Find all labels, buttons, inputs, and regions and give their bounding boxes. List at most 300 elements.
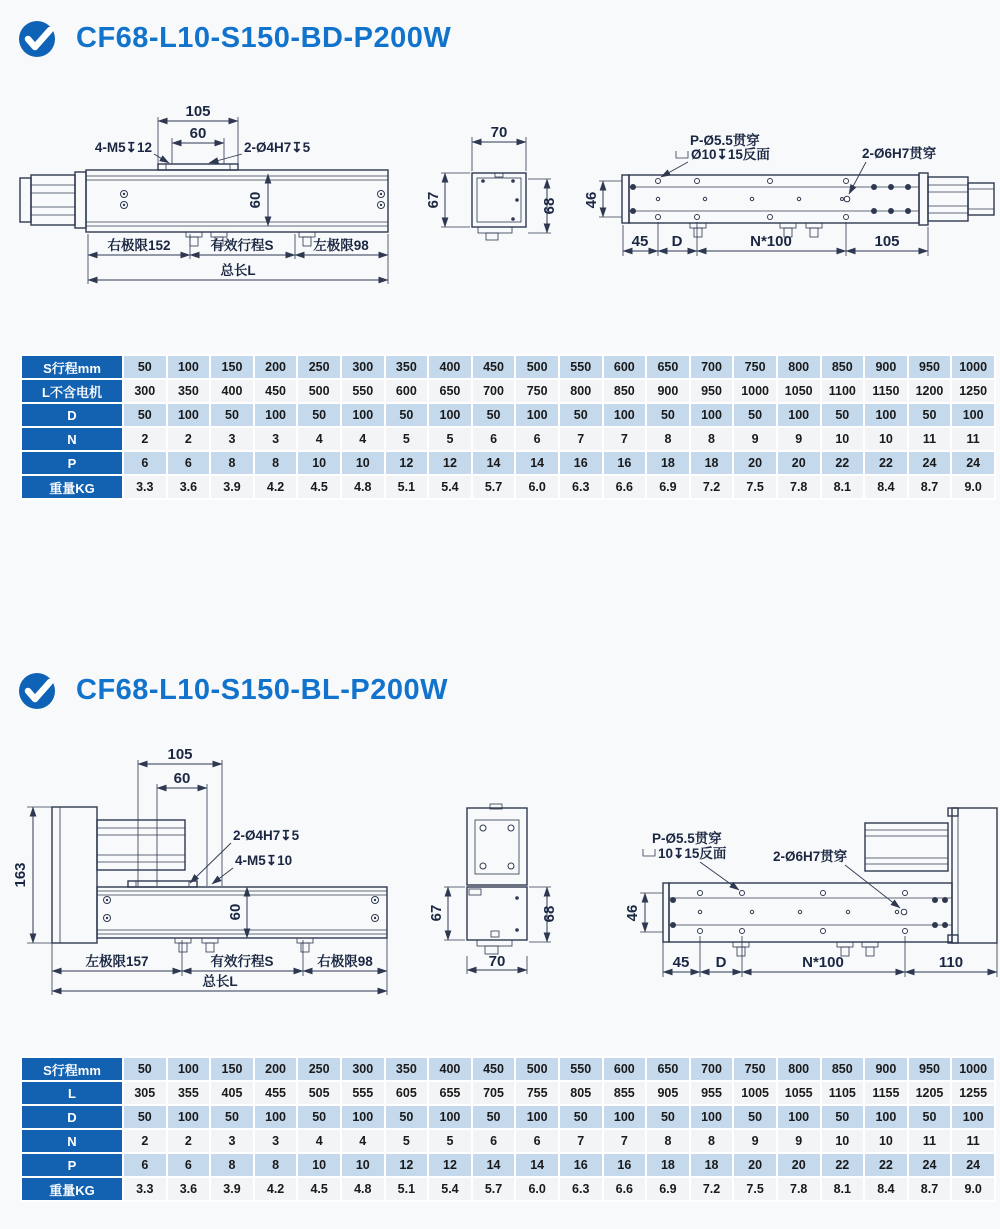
dim-70: 70 (488, 953, 506, 970)
side-view-drawing (20, 103, 388, 284)
row-label: P (22, 452, 122, 474)
table-cell: 5.4 (429, 1178, 471, 1200)
table-cell: 6.3 (560, 1178, 602, 1200)
table-cell: 755 (516, 1082, 558, 1104)
table-cell: 2 (124, 1130, 166, 1152)
table-cell: 3.6 (168, 1178, 210, 1200)
table-cell: 1200 (909, 380, 951, 402)
table-cell: 655 (429, 1082, 471, 1104)
table-cell: 7.5 (734, 1178, 776, 1200)
table-row (22, 428, 994, 450)
table-cell: 955 (691, 1082, 733, 1104)
table-cell: 250 (298, 1058, 340, 1080)
table-cell: 16 (604, 452, 646, 474)
table-cell: 3 (211, 428, 253, 450)
spec-table-1 (20, 354, 996, 500)
table-cell: 5.7 (473, 476, 515, 498)
table-cell: 24 (952, 1154, 994, 1176)
table-row (22, 380, 994, 402)
table-cell: 100 (778, 1106, 820, 1128)
table-cell: 250 (298, 356, 340, 378)
table-cell: 300 (342, 356, 384, 378)
table-cell: 50 (211, 1106, 253, 1128)
dim-n100: N*100 (750, 233, 792, 250)
table-cell: 8 (211, 1154, 253, 1176)
dim-46: 46 (624, 904, 641, 922)
dim-right-limit: 右极限98 (317, 954, 373, 969)
table-cell: 805 (560, 1082, 602, 1104)
dim-45: 45 (672, 954, 690, 971)
table-cell: 14 (516, 452, 558, 474)
table-cell: 1055 (778, 1082, 820, 1104)
table-cell: 50 (734, 1106, 776, 1128)
table-cell: 8.7 (909, 1178, 951, 1200)
table-row (22, 1178, 994, 1200)
row-label: D (22, 404, 122, 426)
table-cell: 6 (168, 1154, 210, 1176)
table-cell: 300 (124, 380, 166, 402)
table-row (22, 1154, 994, 1176)
table-cell: 50 (822, 1106, 864, 1128)
table-cell: 4 (342, 428, 384, 450)
table-cell: 24 (909, 452, 951, 474)
table-cell: 7.2 (691, 476, 733, 498)
label-pin-holes: 2-Ø6H7贯穿 (773, 849, 848, 864)
table-cell: 100 (168, 356, 210, 378)
table-cell: 24 (909, 1154, 951, 1176)
table-cell: 16 (560, 1154, 602, 1176)
table-cell: 12 (386, 1154, 428, 1176)
counterbore-icon (676, 151, 688, 158)
table-cell: 100 (691, 1106, 733, 1128)
table-cell: 1205 (909, 1082, 951, 1104)
dim-total-length: 总长L (220, 263, 256, 278)
table-cell: 5 (386, 1130, 428, 1152)
table-cell: 6 (516, 428, 558, 450)
table-cell: 10 (342, 452, 384, 474)
table-cell: 850 (604, 380, 646, 402)
table-cell: 10 (822, 428, 864, 450)
table-cell: 6.6 (604, 1178, 646, 1200)
dim-45: 45 (631, 233, 649, 250)
table-cell: 600 (604, 1058, 646, 1080)
table-cell: 7 (560, 1130, 602, 1152)
table-cell: 550 (560, 356, 602, 378)
table-cell: 12 (429, 452, 471, 474)
table-cell: 1150 (865, 380, 907, 402)
label-screws: 4-M5↧12 (94, 140, 152, 155)
table-cell: 9.0 (952, 1178, 994, 1200)
table-cell: 405 (211, 1082, 253, 1104)
table-cell: 200 (255, 1058, 297, 1080)
dim-105: 105 (167, 746, 193, 763)
table-cell: 3.9 (211, 1178, 253, 1200)
table-cell: 50 (560, 404, 602, 426)
table-cell: 605 (386, 1082, 428, 1104)
table-cell: 20 (778, 1154, 820, 1176)
table-cell: 6.6 (604, 476, 646, 498)
table-cell: 900 (647, 380, 689, 402)
table-cell: 3 (211, 1130, 253, 1152)
table-cell: 100 (255, 1106, 297, 1128)
table-cell: 4.5 (298, 1178, 340, 1200)
table-cell: 11 (952, 428, 994, 450)
table-cell: 950 (909, 356, 951, 378)
dim-67: 67 (425, 191, 442, 209)
dim-60-top: 60 (189, 125, 207, 142)
table-cell: 100 (255, 404, 297, 426)
table-cell: 100 (168, 1106, 210, 1128)
table-cell: 700 (691, 356, 733, 378)
table-cell: 450 (473, 356, 515, 378)
table-cell: 1000 (734, 380, 776, 402)
table-cell: 900 (865, 1058, 907, 1080)
table-cell: 4.2 (255, 1178, 297, 1200)
table-row (22, 356, 994, 378)
dim-stroke: 有效行程S (210, 238, 274, 253)
table-cell: 6 (168, 452, 210, 474)
table-cell: 3.9 (211, 476, 253, 498)
table-cell: 750 (734, 356, 776, 378)
table-cell: 10 (342, 1154, 384, 1176)
table-cell: 850 (822, 356, 864, 378)
label-p-holes: P-Ø5.5贯穿 (690, 133, 760, 148)
table-cell: 50 (298, 1106, 340, 1128)
table-cell: 50 (386, 404, 428, 426)
section-2-drawings (0, 740, 1000, 1010)
table-cell: 4.8 (342, 476, 384, 498)
table-row (22, 452, 994, 474)
table-cell: 100 (778, 404, 820, 426)
table-cell: 500 (516, 356, 558, 378)
table-cell: 50 (211, 404, 253, 426)
dim-105: 105 (185, 103, 211, 120)
table-cell: 400 (211, 380, 253, 402)
cross-section-drawing (428, 804, 558, 974)
dim-68: 68 (541, 197, 558, 215)
table-cell: 6 (124, 452, 166, 474)
table-cell: 450 (255, 380, 297, 402)
table-cell: 455 (255, 1082, 297, 1104)
side-view-drawing (12, 746, 387, 995)
table-cell: 3.3 (124, 1178, 166, 1200)
table-cell: 900 (865, 356, 907, 378)
table-cell: 4.5 (298, 476, 340, 498)
table-cell: 10 (822, 1130, 864, 1152)
table-cell: 305 (124, 1082, 166, 1104)
table-cell: 100 (604, 404, 646, 426)
table-cell: 150 (211, 1058, 253, 1080)
table-cell: 22 (865, 1154, 907, 1176)
check-icon (18, 18, 58, 58)
section-1-drawings (0, 88, 1000, 348)
table-cell: 600 (386, 380, 428, 402)
table-cell: 200 (255, 356, 297, 378)
table-cell: 1005 (734, 1082, 776, 1104)
table-cell: 4.2 (255, 476, 297, 498)
table-cell: 950 (691, 380, 733, 402)
dim-left-limit: 左极限98 (313, 238, 369, 253)
table-cell: 800 (778, 1058, 820, 1080)
table-cell: 1250 (952, 380, 994, 402)
table-cell: 5 (429, 1130, 471, 1152)
table-cell: 6 (473, 1130, 515, 1152)
table-cell: 550 (560, 1058, 602, 1080)
dim-105-end: 105 (874, 233, 900, 250)
table-cell: 100 (342, 1106, 384, 1128)
table-cell: 18 (647, 1154, 689, 1176)
table-cell: 8 (691, 1130, 733, 1152)
dim-68: 68 (541, 905, 558, 923)
dim-total-length: 总长L (202, 974, 238, 989)
table-row (22, 476, 994, 498)
table-cell: 4 (298, 428, 340, 450)
table-cell: 700 (691, 1058, 733, 1080)
table-cell: 7.8 (778, 1178, 820, 1200)
label-counterbore: Ø10↧15反面 (691, 147, 770, 162)
table-cell: 555 (342, 1082, 384, 1104)
table-cell: 3.6 (168, 476, 210, 498)
table-cell: 10 (865, 1130, 907, 1152)
spec-table-2 (20, 1056, 996, 1202)
label-screws: 4-M5↧10 (235, 853, 293, 868)
table-cell: 10 (298, 1154, 340, 1176)
section-1-header (18, 18, 451, 58)
table-cell: 16 (560, 452, 602, 474)
section-2-header (18, 670, 448, 710)
table-cell: 700 (473, 380, 515, 402)
page-title: CF68-L10-S150-BD-P200W (76, 21, 452, 54)
top-view-drawing (624, 808, 997, 977)
table-cell: 8 (647, 428, 689, 450)
table-cell: 500 (298, 380, 340, 402)
table-cell: 22 (822, 1154, 864, 1176)
table-cell: 50 (560, 1106, 602, 1128)
label-p-holes: P-Ø5.5贯穿 (652, 831, 722, 846)
table-cell: 500 (516, 1058, 558, 1080)
page-title: CF68-L10-S150-BL-P200W (76, 673, 448, 706)
table-cell: 16 (604, 1154, 646, 1176)
table-cell: 11 (952, 1130, 994, 1152)
table-cell: 750 (734, 1058, 776, 1080)
table-cell: 3 (255, 428, 297, 450)
table-cell: 5 (386, 428, 428, 450)
table-cell: 9 (734, 1130, 776, 1152)
table-cell: 6.9 (647, 1178, 689, 1200)
table-cell: 100 (952, 1106, 994, 1128)
table-cell: 8 (647, 1130, 689, 1152)
table-cell: 11 (909, 428, 951, 450)
table-cell: 6 (124, 1154, 166, 1176)
table-cell: 100 (429, 1106, 471, 1128)
table-cell: 6.3 (560, 476, 602, 498)
dim-46: 46 (583, 191, 600, 209)
table-cell: 8.4 (865, 1178, 907, 1200)
table-cell: 2 (124, 428, 166, 450)
label-counterbore: 10↧15反面 (658, 846, 727, 861)
table-cell: 1000 (952, 356, 994, 378)
table-cell: 6.9 (647, 476, 689, 498)
table-cell: 150 (211, 356, 253, 378)
table-cell: 22 (822, 452, 864, 474)
table-cell: 450 (473, 1058, 515, 1080)
top-view-drawing (583, 132, 994, 256)
table-cell: 5 (429, 428, 471, 450)
table-cell: 50 (124, 1106, 166, 1128)
table-cell: 50 (822, 404, 864, 426)
table-cell: 4.8 (342, 1178, 384, 1200)
dim-110-end: 110 (938, 954, 964, 971)
table-cell: 8 (255, 1154, 297, 1176)
table-cell: 6.0 (516, 476, 558, 498)
table-cell: 50 (909, 404, 951, 426)
label-pins: 2-Ø4H7↧5 (233, 828, 300, 843)
table-cell: 18 (691, 452, 733, 474)
dim-67: 67 (428, 904, 445, 922)
table-cell: 855 (604, 1082, 646, 1104)
table-cell: 3 (255, 1130, 297, 1152)
table-cell: 400 (429, 356, 471, 378)
table-cell: 4 (298, 1130, 340, 1152)
table-cell: 100 (516, 404, 558, 426)
dim-stroke: 有效行程S (210, 954, 274, 969)
table-cell: 7 (604, 1130, 646, 1152)
table-cell: 3.3 (124, 476, 166, 498)
table-cell: 50 (909, 1106, 951, 1128)
table-cell: 100 (168, 1058, 210, 1080)
table-cell: 800 (560, 380, 602, 402)
table-cell: 50 (473, 1106, 515, 1128)
table-cell: 4 (342, 1130, 384, 1152)
check-icon (18, 670, 58, 710)
table-cell: 14 (516, 1154, 558, 1176)
dim-60-vertical: 60 (227, 903, 244, 921)
table-cell: 11 (909, 1130, 951, 1152)
table-cell: 1000 (952, 1058, 994, 1080)
table-cell: 10 (865, 428, 907, 450)
table-cell: 50 (124, 356, 166, 378)
table-cell: 14 (473, 452, 515, 474)
table-cell: 5.1 (386, 1178, 428, 1200)
table-row (22, 1082, 994, 1104)
table-cell: 650 (647, 1058, 689, 1080)
table-cell: 12 (429, 1154, 471, 1176)
dim-n100: N*100 (802, 954, 844, 971)
row-label: N (22, 428, 122, 450)
table-cell: 7 (604, 428, 646, 450)
table-cell: 1100 (822, 380, 864, 402)
table-cell: 1050 (778, 380, 820, 402)
table-cell: 800 (778, 356, 820, 378)
dim-163: 163 (12, 862, 29, 888)
table-cell: 18 (647, 452, 689, 474)
row-label: D (22, 1106, 122, 1128)
table-cell: 50 (647, 404, 689, 426)
table-cell: 100 (342, 404, 384, 426)
table-cell: 355 (168, 1082, 210, 1104)
table-cell: 8.7 (909, 476, 951, 498)
table-cell: 6 (473, 428, 515, 450)
dim-right-limit: 右极限152 (107, 238, 171, 253)
table-cell: 350 (386, 1058, 428, 1080)
table-cell: 100 (516, 1106, 558, 1128)
table-cell: 50 (386, 1106, 428, 1128)
table-cell: 750 (516, 380, 558, 402)
table-cell: 100 (604, 1106, 646, 1128)
row-label: L不含电机 (22, 380, 122, 402)
table-cell: 350 (386, 356, 428, 378)
table-row (22, 1058, 994, 1080)
table-cell: 6.0 (516, 1178, 558, 1200)
table-cell: 50 (734, 404, 776, 426)
counterbore-icon (643, 849, 655, 856)
table-cell: 100 (168, 404, 210, 426)
table-cell: 8 (255, 452, 297, 474)
label-pin-holes: 2-Ø6H7贯穿 (862, 146, 937, 161)
table-cell: 7.8 (778, 476, 820, 498)
table-cell: 9.0 (952, 476, 994, 498)
table-cell: 50 (124, 404, 166, 426)
table-cell: 5.7 (473, 1178, 515, 1200)
dim-60-vertical: 60 (247, 191, 264, 209)
dim-left-limit: 左极限157 (85, 954, 149, 969)
row-label: S行程mm (22, 1058, 122, 1080)
table-cell: 100 (952, 404, 994, 426)
table-cell: 7.5 (734, 476, 776, 498)
table-cell: 9 (734, 428, 776, 450)
table-cell: 100 (691, 404, 733, 426)
table-cell: 22 (865, 452, 907, 474)
row-label: S行程mm (22, 356, 122, 378)
table-cell: 50 (473, 404, 515, 426)
table-cell: 50 (298, 404, 340, 426)
table-cell: 8.1 (822, 1178, 864, 1200)
table-row (22, 404, 994, 426)
table-cell: 8.1 (822, 476, 864, 498)
table-cell: 20 (734, 452, 776, 474)
label-pins: 2-Ø4H7↧5 (244, 140, 311, 155)
dim-70: 70 (490, 124, 508, 141)
table-cell: 300 (342, 1058, 384, 1080)
table-cell: 12 (386, 452, 428, 474)
table-cell: 50 (124, 1058, 166, 1080)
table-cell: 20 (734, 1154, 776, 1176)
table-cell: 18 (691, 1154, 733, 1176)
row-label: N (22, 1130, 122, 1152)
row-label: 重量KG (22, 1178, 122, 1200)
table-cell: 400 (429, 1058, 471, 1080)
table-cell: 650 (429, 380, 471, 402)
table-cell: 1105 (822, 1082, 864, 1104)
table-cell: 24 (952, 452, 994, 474)
table-cell: 1155 (865, 1082, 907, 1104)
table-cell: 100 (865, 1106, 907, 1128)
table-cell: 8 (211, 452, 253, 474)
dim-d: D (715, 954, 727, 971)
row-label: P (22, 1154, 122, 1176)
table-cell: 50 (647, 1106, 689, 1128)
table-cell: 100 (865, 404, 907, 426)
table-cell: 1255 (952, 1082, 994, 1104)
table-cell: 8.4 (865, 476, 907, 498)
table-cell: 20 (778, 452, 820, 474)
table-cell: 7 (560, 428, 602, 450)
table-cell: 650 (647, 356, 689, 378)
table-cell: 600 (604, 356, 646, 378)
table-cell: 550 (342, 380, 384, 402)
table-cell: 2 (168, 1130, 210, 1152)
dim-60-top: 60 (173, 770, 191, 787)
